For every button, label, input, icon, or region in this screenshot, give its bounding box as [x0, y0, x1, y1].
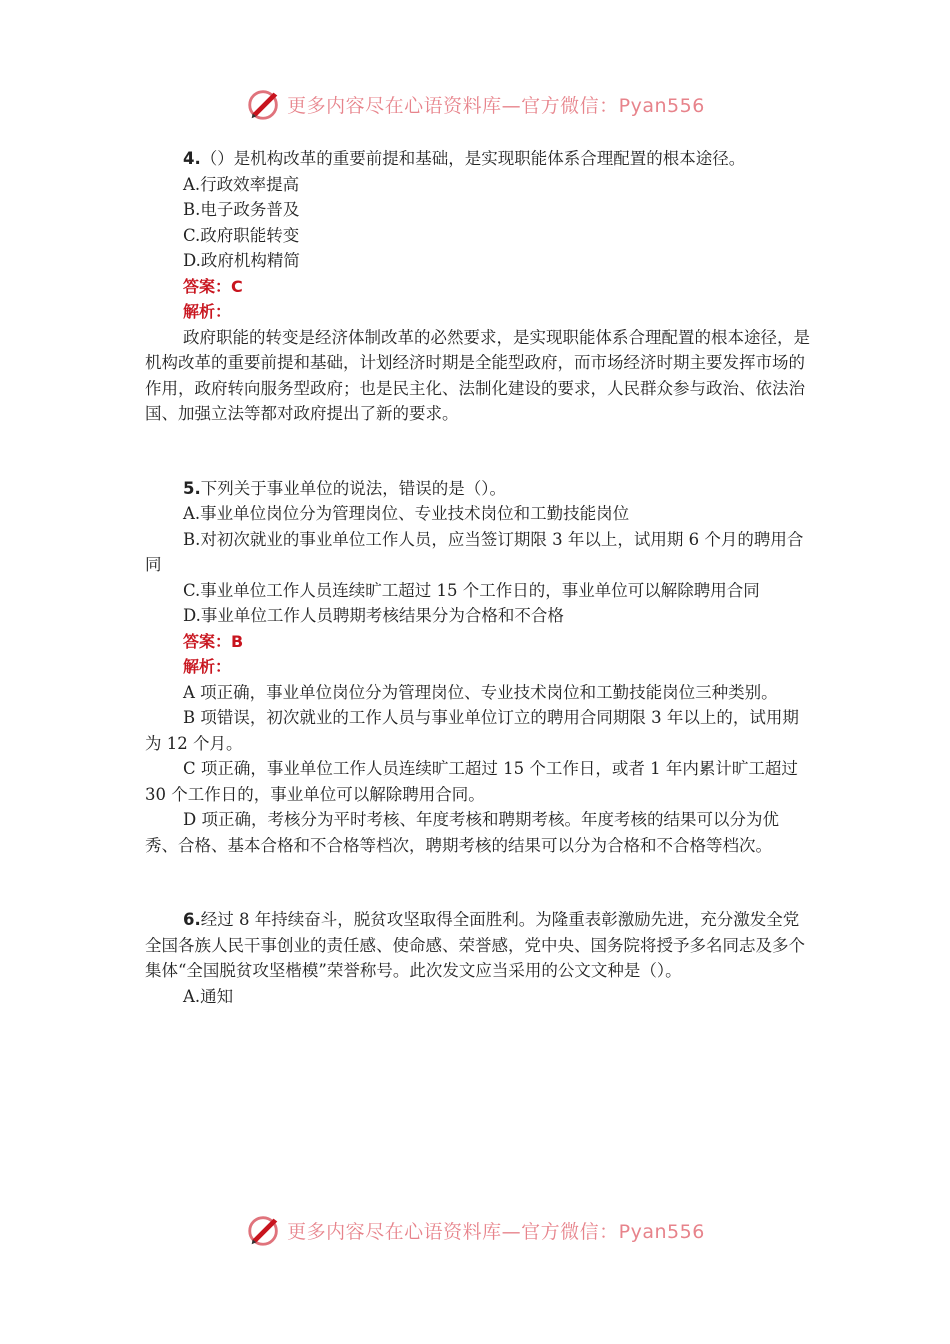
- option-b: B.电子政务普及: [183, 200, 300, 219]
- question-text: 下列关于事业单位的说法，错误的是（）。: [200, 478, 506, 498]
- question-number: 6.: [183, 910, 201, 929]
- question-number: 4.: [183, 149, 201, 168]
- question-stem: [145, 146, 810, 172]
- watermark-text: 更多内容尽在心语资料库—官方微信：Pyan556: [287, 1220, 705, 1243]
- question-text: （）是机构改革的重要前提和基础，是实现职能体系合理配置的根本途径。: [200, 149, 746, 168]
- question-stem: [145, 907, 810, 984]
- option-b: B.对初次就业的事业单位工作人员，应当签订期限 3 年以上，试用期 6 个月的聘用合同: [145, 529, 804, 574]
- question-5: [145, 476, 810, 859]
- question-6: [145, 907, 810, 1009]
- analysis-label: 解析：: [183, 657, 232, 676]
- option-a: A.行政效率提高: [183, 174, 300, 194]
- option-a: A.事业单位岗位分为管理岗位、专业技术岗位和工勤技能岗位: [183, 504, 630, 523]
- header-watermark: [0, 84, 950, 124]
- question-stem: [145, 476, 810, 502]
- analysis-paragraph: A 项正确，事业单位岗位分为管理岗位、专业技术岗位和工勤技能岗位三种类别。: [183, 682, 778, 702]
- watermark-text: 更多内容尽在心语资料库—官方微信：Pyan556: [287, 94, 705, 117]
- question-text: 经过 8 年持续奋斗，脱贫攻坚取得全面胜利。为隆重表彰激励先进，充分激发全党全国各族人民干事创业的责任感、使命感、荣誉感，党中央、国务院将授予多名同志及多个集体“全国脱贫攻坚楷模”荣誉称号。此次发文应当采用的公文文种是（）。: [145, 910, 805, 980]
- option-d: D.政府机构精简: [183, 251, 300, 270]
- question-4: [145, 146, 810, 427]
- option-c: C.事业单位工作人员连续旷工超过 15 个工作日的，事业单位可以解除聘用合同: [183, 580, 760, 600]
- analysis-paragraph: 政府职能的转变是经济体制改革的必然要求，是实现职能体系合理配置的根本途径，是机构改革的重要前提和基础，计划经济时期是全能型政府，而市场经济时期主要发挥市场的作用，政府转向服务型政府；也是民主化、法制化建设的要求，人民群众参与政治、依法治国、加强立法等都对政府提出了新的要求。: [145, 327, 810, 423]
- footer-watermark: [0, 1210, 950, 1250]
- option-d: D.事业单位工作人员聘期考核结果分为合格和不合格: [183, 606, 564, 625]
- analysis-paragraph: B 项错误，初次就业的工作人员与事业单位订立的聘用合同期限 3 年以上的，试用期为 12 个月。: [145, 708, 799, 753]
- document-body: [145, 146, 810, 1009]
- analysis-paragraph: C 项正确，事业单位工作人员连续旷工超过 15 个工作日，或者 1 年内累计旷工超过 30 个工作日的，事业单位可以解除聘用合同。: [145, 759, 798, 804]
- analysis-paragraph: D 项正确，考核分为平时考核、年度考核和聘期考核。年度考核的结果可以分为优秀、合格、基本合格和不合格等档次，聘期考核的结果可以分为合格和不合格等档次。: [145, 810, 779, 855]
- pen-logo-icon: [245, 1211, 283, 1249]
- question-number: 5.: [183, 478, 201, 498]
- answer: 答案：C: [183, 276, 243, 296]
- answer: 答案：B: [183, 631, 244, 651]
- analysis-label: 解析：: [183, 302, 232, 321]
- option-c: C.政府职能转变: [183, 225, 300, 245]
- option-a: A.通知: [183, 986, 234, 1006]
- pen-logo-icon: [245, 85, 283, 123]
